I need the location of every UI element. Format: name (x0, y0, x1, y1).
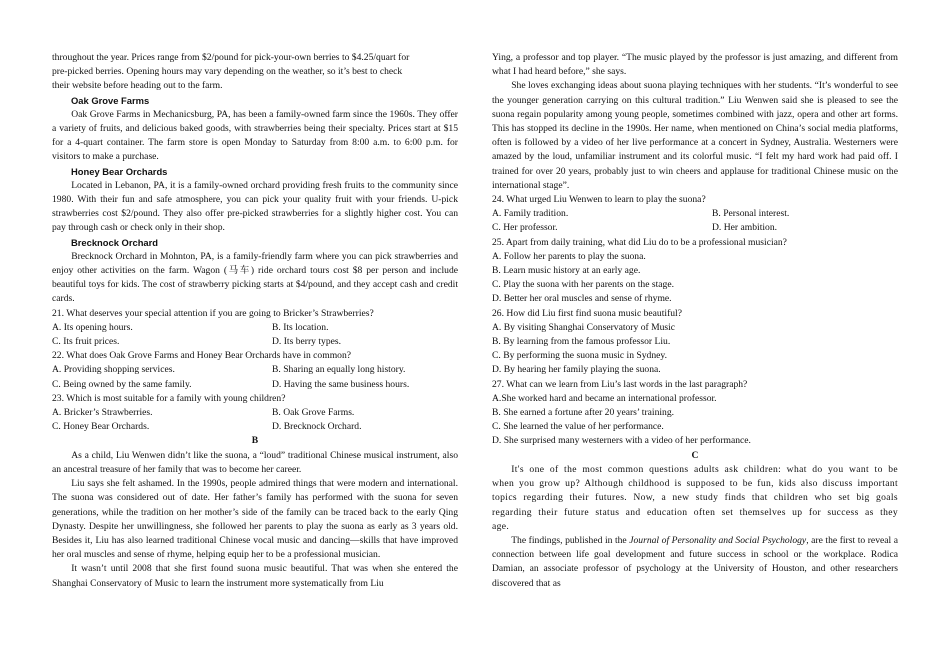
question-23: 23. Which is most suitable for a family with young children? (52, 392, 286, 404)
option: B. Its location. (272, 321, 329, 333)
question-22-options (52, 363, 458, 391)
option: C. By performing the suona music in Sydney. (492, 350, 667, 362)
option: A. By visiting Shanghai Conservatory of Music (492, 321, 676, 333)
question-21: 21. What deserves your special attention if you are going to Bricker’s Strawberries? (52, 307, 374, 319)
option: C. She learned the value of her performance. (492, 421, 664, 433)
option: B. Sharing an equally long history. (272, 364, 406, 376)
passage-b-paragraph-2: Liu says she felt ashamed. In the 1990s, people admired things that were modern and international. The suona was considered out of date. Her father’s family has performed with the suona for seven generations, while the tradition on her mother’s side of the family can be traced back to the early Qing Dynasty. Despite her unwillingness, she followed her parents to play the suona as early as 3 years old. Besides it, Liu has also learned traditional Chinese vocal music and dancing—skills that have improved her oral muscles and sense of rhyme, helping equip her to be a professional musician. (52, 478, 458, 561)
passage-b-continued: Ying, a professor and top player. “The music played by the professor is just amazing, and different from what I had heard before,” she says. (492, 52, 898, 78)
option: D. Having the same business hours. (272, 378, 410, 390)
option: A.She worked hard and became an international professor. (492, 392, 717, 404)
brecknock-heading: Brecknock Orchard (71, 236, 159, 248)
option: C. Her professor. (492, 222, 558, 234)
intro-line-3: their website before heading out to the farm. (52, 80, 223, 92)
passage-c-paragraph-2 (492, 534, 898, 591)
option: D. By hearing her family playing the suona. (492, 364, 661, 376)
right-column (492, 51, 898, 591)
option: B. Learn music history at an early age. (492, 265, 641, 277)
option: B. By learning from the famous professor Liu. (492, 336, 671, 348)
option: D. Her ambition. (712, 222, 778, 234)
option: B. She earned a fortune after 20 years’ training. (492, 407, 675, 419)
option: C. Being owned by the same family. (52, 378, 192, 390)
question-26: 26. How did Liu first find suona music beautiful? (492, 307, 682, 319)
passage-b-paragraph-3: It wasn’t until 2008 that she first found suona music beautiful. That was when she entered the Shanghai Conservatory of Music to learn the instrument more systematically from Liu (52, 563, 458, 589)
intro-line-2: pre-picked berries. Opening hours may vary depending on the weather, so it’s best to check (52, 66, 403, 78)
option: B. Oak Grove Farms. (272, 407, 355, 419)
option: D. She surprised many westerners with a video of her performance. (492, 435, 751, 447)
passage-c-text: , are the first to reveal a connection between life goal development and future success in school or the workplace. Rodica Damian, an associate professor of psychology at the University of Houston, and other researchers discovered that as (492, 534, 898, 589)
option: A. Providing shopping services. (52, 364, 175, 376)
passage-c-text: The findings, published in the (511, 534, 630, 546)
option: D. Better her oral muscles and sense of rhyme. (492, 293, 672, 305)
option: B. Personal interest. (712, 208, 790, 220)
option: C. Play the suona with her parents on the stage. (492, 279, 674, 291)
passage-b-paragraph-1: As a child, Liu Wenwen didn’t like the suona, a “loud” traditional Chinese musical instrument, also an ancestral treasure of her family that was to become her career. (52, 449, 458, 475)
left-column (52, 51, 458, 591)
oak-grove-paragraph: Oak Grove Farms in Mechanicsburg, PA, has been a family-owned farm since the 1960s. They offer a variety of fruits, and delicious baked goods, with strawberries being their specialty. Prices start at $15 for a 4-quart container. The farm store is open Monday to Saturday from 8:00 a.m. to 6:00 p.m. for visitors to make a purchase. (52, 108, 458, 163)
option: D. Its berry types. (272, 336, 342, 348)
question-24-options (492, 207, 898, 235)
section-c-heading: C (691, 449, 699, 461)
option: C. Honey Bear Orchards. (52, 421, 150, 433)
passage-c-paragraph-1: It's one of the most common questions adults ask children: what do you want to be when you grow up? Although childhood is supposed to be fun, kids also discuss important topics regarding their futures. Now, a new study finds that children who set big goals regarding their future status and education often set themselves up for success as they age. (492, 463, 898, 532)
question-22: 22. What does Oak Grove Farms and Honey Bear Orchards have in common? (52, 350, 352, 362)
intro-line-1: throughout the year. Prices range from $2/pound for pick-your-own berries to $4.25/quart for (52, 52, 410, 63)
question-21-options (52, 321, 458, 349)
honey-bear-heading: Honey Bear Orchards (71, 165, 168, 177)
journal-title: Journal of Personality and Social Psychology (629, 534, 807, 546)
question-27: 27. What can we learn from Liu’s last words in the last paragraph? (492, 378, 748, 390)
option: D. Brecknock Orchard. (272, 421, 362, 433)
option: A. Bricker’s Strawberries. (52, 407, 153, 419)
oak-grove-heading: Oak Grove Farms (71, 94, 150, 106)
question-25: 25. Apart from daily training, what did Liu do to be a professional musician? (492, 236, 787, 248)
option: C. Its fruit prices. (52, 336, 120, 348)
passage-b-paragraph-4: She loves exchanging ideas about suona playing techniques with her students. “It’s wonderful to see the younger generation carrying on this cultural tradition.” Liu Wenwen said she is pleased to see the suona regain popularity among young people, sometimes combined with jazz, opera and other art forms. This has stopped its decline in the 1990s. Her name, when mentioned on China’s social media platforms, often is followed by a video of her live performance at a concert in Sydney, Australia. Westerners were amazed by the loud, unfamiliar instrument and its colorful music. “I felt my hard work had paid off. I trained for over 20 years, probably just to win cheers and applause for traditional Chinese music on the international stage”. (492, 80, 898, 191)
brecknock-paragraph: Brecknock Orchard in Mohnton, PA, is a family-friendly farm where you can pick strawberries and enjoy other activities on the farm. Wagon (马车) ride orchard tours cost $8 per person and include beautiful toys for kids. The cost of strawberry picking starts at $4/pound, and they accept cash and credit cards. (52, 250, 458, 305)
option: A. Its opening hours. (52, 321, 133, 333)
question-24: 24. What urged Liu Wenwen to learn to play the suona? (492, 194, 706, 206)
option: A. Family tradition. (492, 208, 569, 220)
section-b-heading: B (251, 435, 259, 447)
question-23-options (52, 406, 458, 434)
honey-bear-paragraph: Located in Lebanon, PA, it is a family-owned orchard providing fresh fruits to the community since 1980. With their fun and safe atmosphere, you can pick your quality fruit with your friends. U-pick strawberries cost $2/pound. They also offer pre-picked strawberries for a slightly higher cost. You can pay through cash or check only in their shop. (52, 179, 458, 234)
option: A. Follow her parents to play the suona. (492, 250, 646, 262)
